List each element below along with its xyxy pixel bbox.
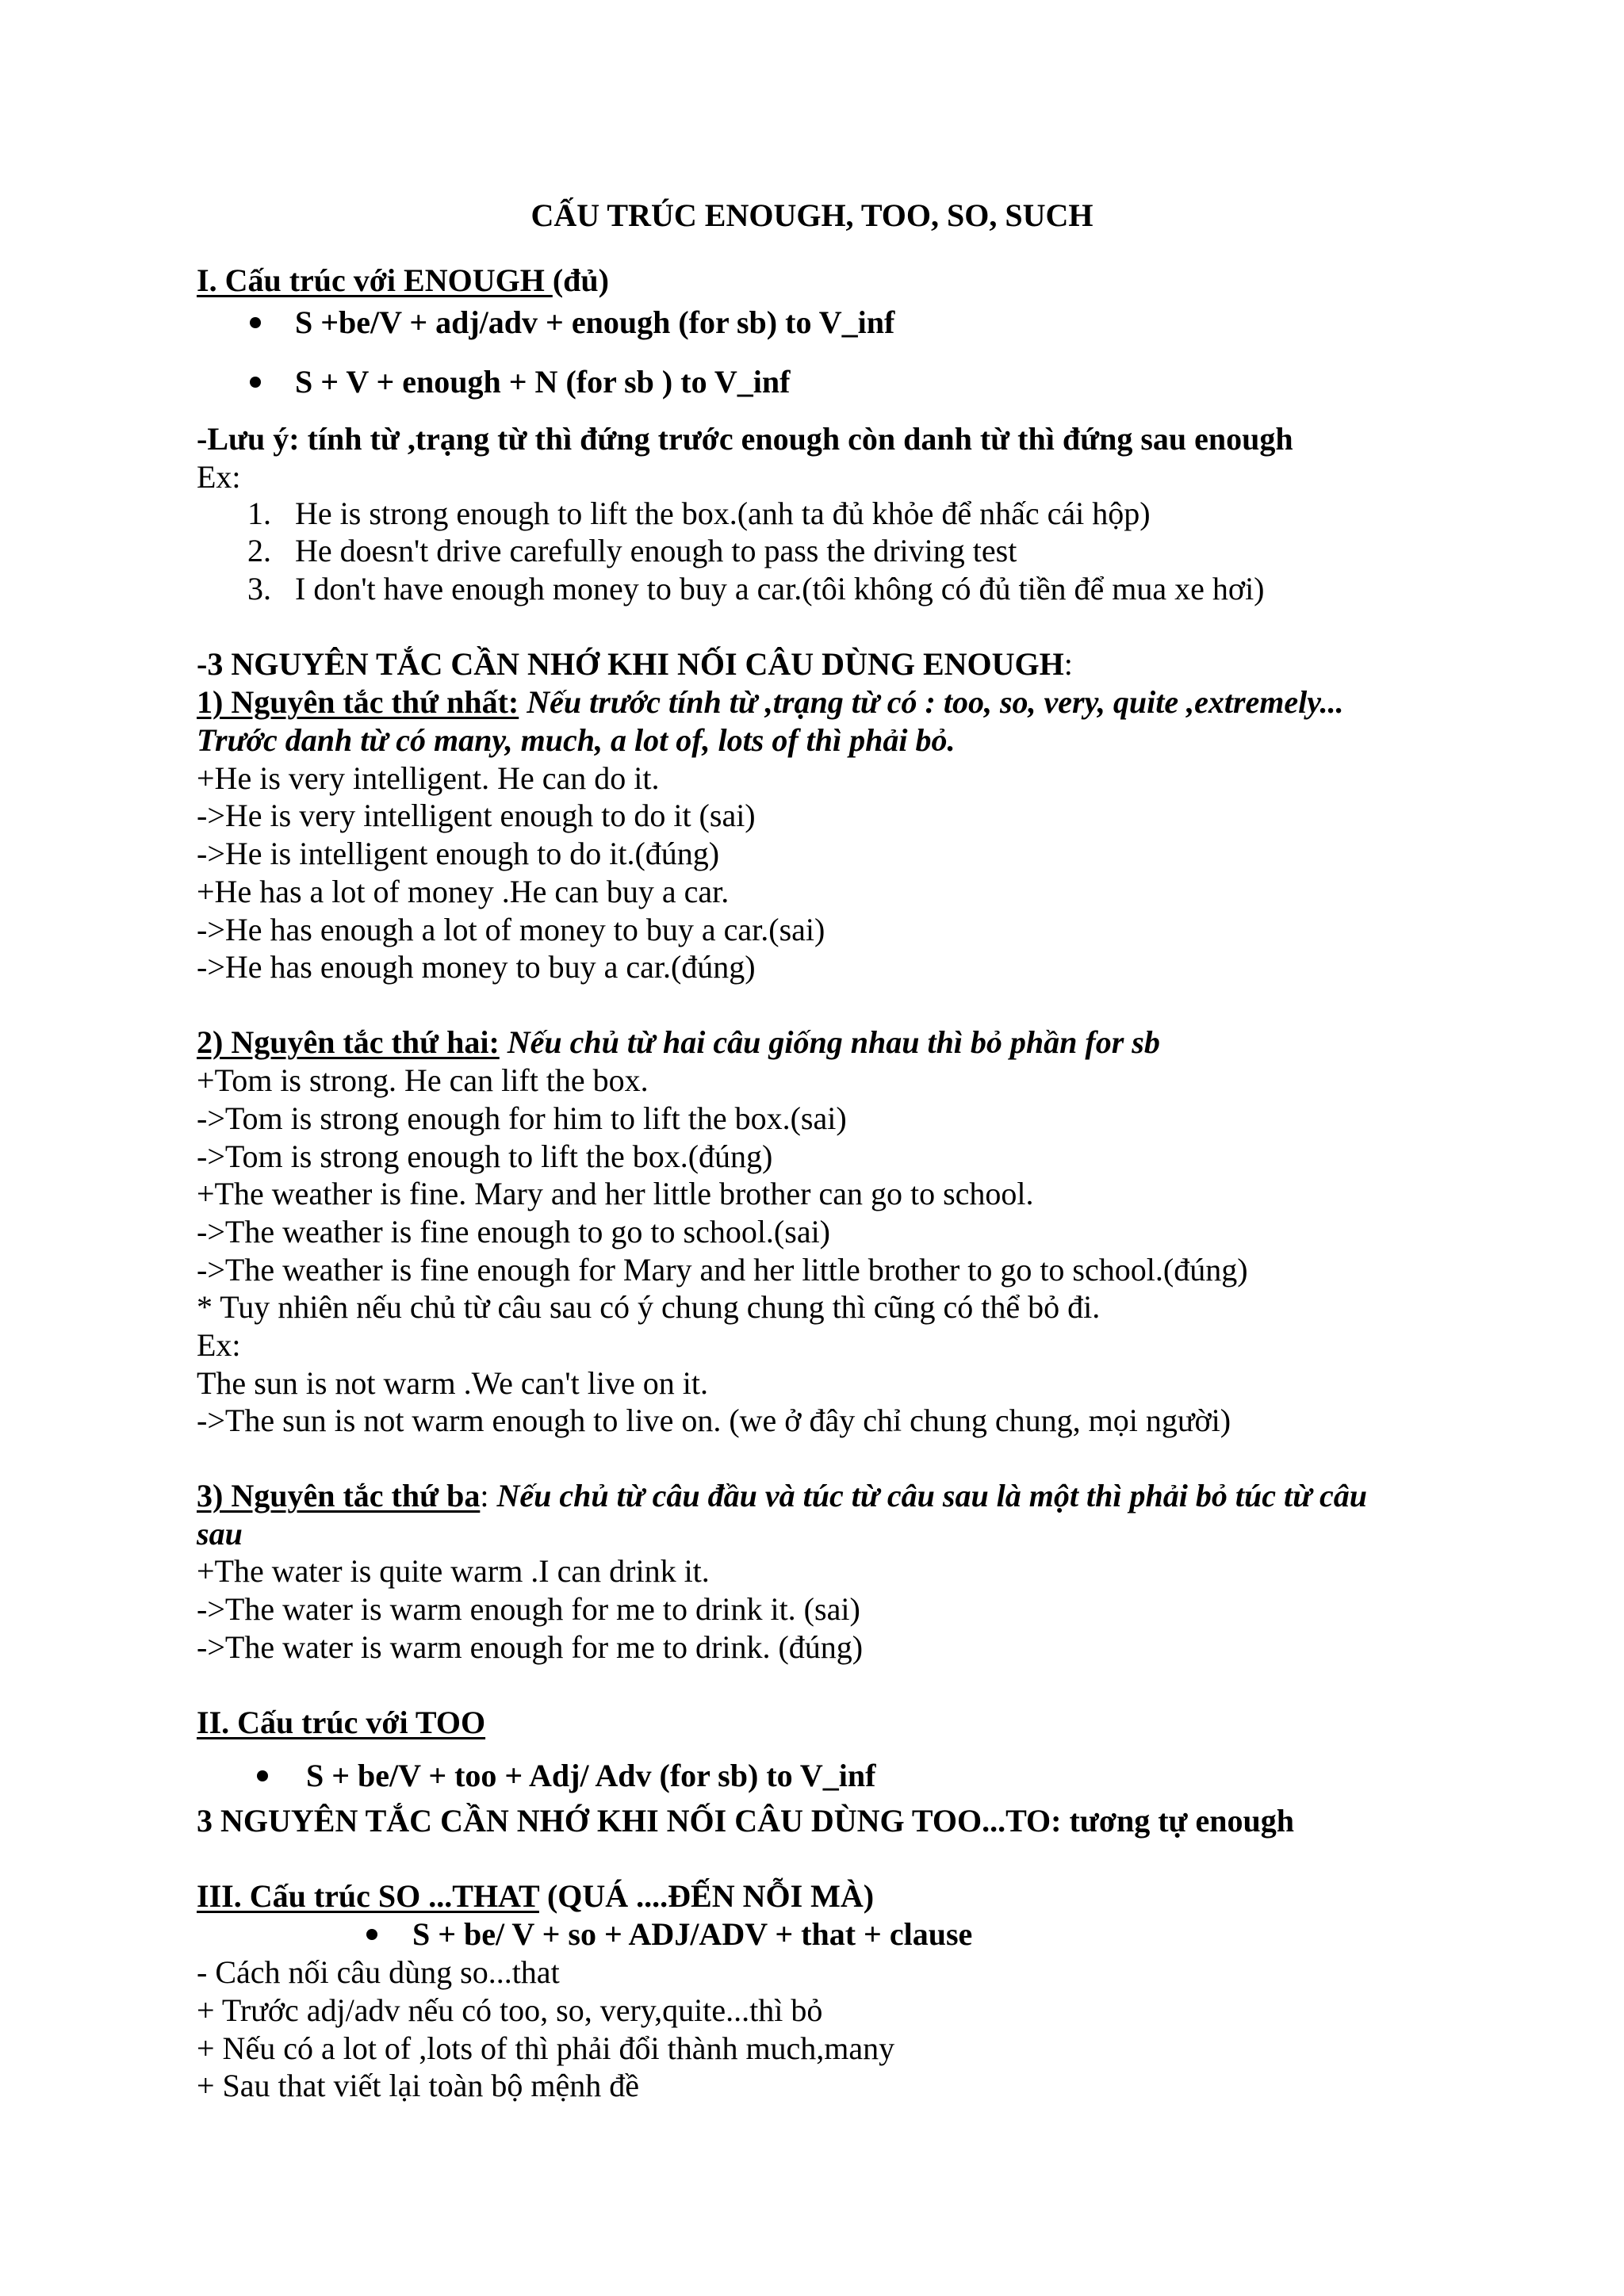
- rule-1-desc: Nếu trước tính từ ,trạng từ có : too, so, very, quite ,extremely...: [519, 684, 1344, 720]
- rule-3-desc-2: sau: [197, 1516, 243, 1552]
- rule-2-line: +The weather is fine. Mary and her little brother can go to school.: [197, 1176, 1034, 1211]
- list-number: 1.: [247, 496, 271, 531]
- rule-3-colon: :: [480, 1478, 497, 1513]
- so-that-line: - Cách nối câu dùng so...that: [197, 1954, 560, 1990]
- rule-2-label: 2) Nguyên tắc thứ hai:: [197, 1024, 500, 1060]
- rule-1-line: ->He has enough a lot of money to buy a car.(sai): [197, 912, 825, 947]
- rule-2-line: ->Tom is strong enough for him to lift the box.(sai): [197, 1100, 847, 1136]
- rule-1-line: +He is very intelligent. He can do it.: [197, 760, 660, 796]
- section-1-heading-tail: (đủ): [552, 262, 609, 298]
- formula-text: S + be/ V + so + ADJ/ADV + that + clause: [412, 1916, 973, 1952]
- section-1-heading-text: I. Cấu trúc với ENOUGH: [197, 262, 553, 298]
- rule-3-line: ->The water is warm enough for me to drink. (đúng): [197, 1629, 864, 1665]
- bullet-icon: [366, 1929, 377, 1940]
- section-2-heading: II. Cấu trúc với TOO: [197, 1705, 486, 1740]
- section-3-heading-tail: (QUÁ ....ĐẾN NỖI MÀ): [538, 1878, 875, 1914]
- section-1-heading: [197, 262, 609, 300]
- rules-heading-colon: :: [1063, 646, 1073, 682]
- rule-2-line: +Tom is strong. He can lift the box.: [197, 1062, 649, 1098]
- rule-1-label: 1) Nguyên tắc thứ nhất:: [197, 684, 519, 720]
- rules-too-line: 3 NGUYÊN TẮC CẦN NHỚ KHI NỐI CÂU DÙNG TOO...TO: tương tự enough: [197, 1803, 1295, 1839]
- rule-1-line: ->He is very intelligent enough to do it (sai): [197, 798, 756, 833]
- rule-3-heading: [197, 1477, 1367, 1515]
- note-line: -Lưu ý: tính từ ,trạng từ thì đứng trước enough còn danh từ thì đứng sau enough: [197, 421, 1293, 457]
- rule-2-line: ->The weather is fine enough to go to school.(sai): [197, 1214, 831, 1249]
- formula-enough-2: [295, 363, 790, 401]
- rule-3-label: 3) Nguyên tắc thứ ba: [197, 1478, 481, 1513]
- rule-2-line: * Tuy nhiên nếu chủ từ câu sau có ý chung chung thì cũng có thể bỏ đi.: [197, 1289, 1101, 1325]
- rules-heading-text: -3 NGUYÊN TẮC CẦN NHỚ KHI NỐI CÂU DÙNG ENOUGH: [197, 646, 1064, 682]
- rule-2-line: The sun is not warm .We can't live on it.: [197, 1365, 708, 1401]
- formula-so-that: [412, 1915, 972, 1954]
- rule-1-heading: [197, 683, 1344, 721]
- formula-text: S + be/V + too + Adj/ Adv (for sb) to V_inf: [306, 1758, 876, 1793]
- rule-1-line: ->He is intelligent enough to do it.(đúng): [197, 836, 720, 871]
- rule-2-desc: Nếu chủ từ hai câu giống nhau thì bỏ phần for sb: [499, 1024, 1160, 1060]
- rule-3-line: +The water is quite warm .I can drink it.: [197, 1553, 710, 1589]
- formula-too: [306, 1757, 875, 1795]
- rule-3-desc: Nếu chủ từ câu đầu và túc từ câu sau là một thì phải bỏ túc từ câu: [496, 1478, 1368, 1513]
- rule-2-line: Ex:: [197, 1327, 241, 1363]
- example-item: [247, 570, 1265, 608]
- so-that-line: + Nếu có a lot of ,lots of thì phải đổi thành much,many: [197, 2030, 895, 2066]
- bullet-icon: [250, 317, 261, 328]
- section-3-heading: [197, 1877, 874, 1915]
- page-title: CẤU TRÚC ENOUGH, TOO, SO, SUCH: [530, 197, 1094, 233]
- rule-2-line: ->The sun is not warm enough to live on. (we ở đây chỉ chung chung, mọi người): [197, 1402, 1231, 1438]
- list-number: 2.: [247, 533, 271, 568]
- example-label: Ex:: [197, 459, 241, 495]
- so-that-line: + Sau that viết lại toàn bộ mệnh đề: [197, 2068, 639, 2103]
- so-that-line: + Trước adj/adv nếu có too, so, very,quite...thì bỏ: [197, 1992, 823, 2028]
- formula-text: S +be/V + adj/adv + enough (for sb) to V_inf: [295, 304, 895, 340]
- example-item: [247, 495, 1151, 533]
- rule-1-line: +He has a lot of money .He can buy a car.: [197, 874, 730, 909]
- bullet-icon: [250, 377, 261, 388]
- bullet-icon: [257, 1770, 268, 1781]
- example-text: He is strong enough to lift the box.(anh ta đủ khỏe để nhấc cái hộp): [295, 496, 1151, 531]
- example-item: [247, 532, 1017, 570]
- formula-text: S + V + enough + N (for sb ) to V_inf: [295, 364, 791, 400]
- rule-3-line: ->The water is warm enough for me to drink it. (sai): [197, 1591, 860, 1627]
- rules-enough-heading: [197, 645, 1073, 683]
- rule-2-line: ->The weather is fine enough for Mary and her little brother to go to school.(đúng): [197, 1252, 1248, 1288]
- example-text: I don't have enough money to buy a car.(tôi không có đủ tiền để mua xe hơi): [295, 571, 1265, 607]
- rule-1-desc-2: Trước danh từ có many, much, a lot of, lots of thì phải bỏ.: [197, 722, 956, 758]
- example-text: He doesn't drive carefully enough to pass the driving test: [295, 533, 1017, 568]
- rule-2-heading: [197, 1024, 1160, 1062]
- rule-2-line: ->Tom is strong enough to lift the box.(đúng): [197, 1138, 773, 1174]
- formula-enough-1: [295, 304, 894, 342]
- rule-1-line: ->He has enough money to buy a car.(đúng): [197, 949, 756, 985]
- list-number: 3.: [247, 571, 271, 607]
- section-3-heading-text: III. Cấu trúc SO ...THAT: [197, 1878, 539, 1914]
